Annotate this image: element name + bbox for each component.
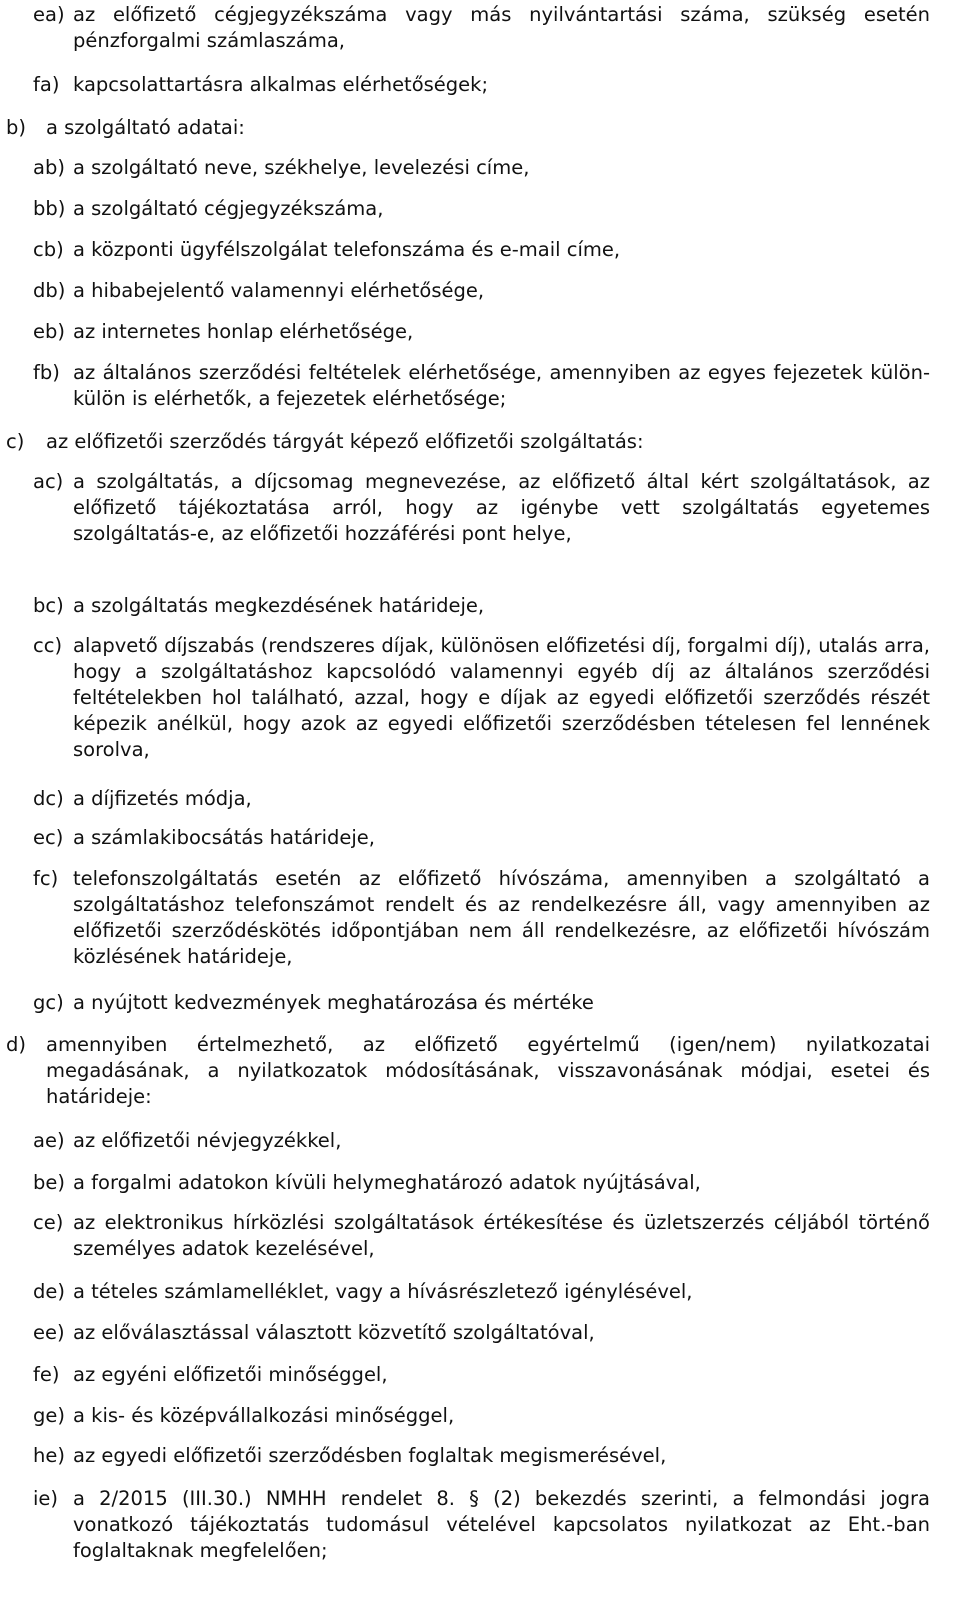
list-item-ge: [33, 1403, 930, 1429]
item-label: ec): [33, 826, 64, 849]
list-item-be: [33, 1170, 930, 1196]
item-text: a szolgáltató cégjegyzékszáma,: [73, 197, 384, 220]
list-item-bc: [33, 593, 930, 619]
item-label: fa): [33, 73, 60, 96]
item-text: az előfizetői szerződés tárgyát képező előfizetői szolgáltatás:: [46, 430, 644, 453]
item-text: a szolgáltató neve, székhelye, levelezési címe,: [73, 156, 530, 179]
item-text: az általános szerződési feltételek elérhetősége, amennyiben az egyes fejezetek külön-külön is elérhetők, a fejezetek elérhetősége;: [73, 361, 930, 410]
item-text: a számlakibocsátás határideje,: [73, 826, 375, 849]
list-item-fe: [33, 1362, 930, 1388]
list-item-de: [33, 1279, 930, 1305]
list-item-ce: [33, 1210, 930, 1262]
item-text: a szolgáltatás megkezdésének határideje,: [73, 594, 485, 617]
list-item-b: [6, 115, 930, 141]
item-label: ge): [33, 1404, 65, 1427]
item-text: a központi ügyfélszolgálat telefonszáma és e-mail címe,: [73, 238, 621, 261]
list-item-dc: [33, 786, 930, 812]
list-item-cb: [33, 237, 930, 263]
list-item-ac: [33, 469, 930, 547]
list-item-ab: [33, 155, 930, 181]
item-label: he): [33, 1444, 65, 1467]
item-label: be): [33, 1171, 65, 1194]
item-text: a szolgáltatás, a díjcsomag megnevezése, az előfizető által kért szolgáltatások, az előfizető tájékoztatása arról, hogy az igénybe vett szolgáltatás egyetemes szolgáltatás-e, az előfizetői hozzáférési pont helye,: [73, 470, 930, 545]
item-label: gc): [33, 991, 64, 1014]
item-text: a 2/2015 (III.30.) NMHH rendelet 8. § (2) bekezdés szerinti, a felmondási jogra vonatkozó tájékoztatás tudomásul vételével kapcsolatos nyilatkozat az Eht.-ban foglaltaknak megfelelően;: [73, 1487, 930, 1562]
list-item-fa: [33, 72, 930, 98]
list-item-bb: [33, 196, 930, 222]
list-item-eb: [33, 319, 930, 345]
item-label: cb): [33, 238, 64, 261]
item-label: fe): [33, 1363, 60, 1386]
list-item-ee: [33, 1320, 930, 1346]
item-label: cc): [33, 634, 63, 657]
list-item-c: [6, 429, 930, 455]
item-text: alapvető díjszabás (rendszeres díjak, különösen előfizetési díj, forgalmi díj), utalás arra, hogy a szolgáltatáshoz kapcsolódó valamennyi egyéb díj az általános szerződési feltételekben hol található, azzal, hogy e díjak az egyedi előfizetői szerződés részét képezik anélkül, hogy azok az egyedi előfizetői szerződésben tételesen fel lennének sorolva,: [73, 634, 930, 761]
item-label: eb): [33, 320, 65, 343]
item-text: a szolgáltató adatai:: [46, 116, 245, 139]
item-text: kapcsolattartásra alkalmas elérhetőségek;: [73, 73, 489, 96]
list-item-he: [33, 1443, 930, 1469]
item-label: bc): [33, 594, 64, 617]
list-item-fb: [33, 360, 930, 412]
item-label: bb): [33, 197, 66, 220]
item-label: ea): [33, 3, 65, 26]
item-text: a nyújtott kedvezmények meghatározása és mértéke: [73, 991, 594, 1014]
item-label: de): [33, 1280, 65, 1303]
item-label: ee): [33, 1321, 65, 1344]
item-label: ac): [33, 470, 64, 493]
item-text: a kis- és középvállalkozási minőséggel,: [73, 1404, 455, 1427]
item-text: a díjfizetés módja,: [73, 787, 252, 810]
item-label: c): [6, 430, 25, 453]
item-label: ab): [33, 156, 65, 179]
item-text: az előfizetői névjegyzékkel,: [73, 1129, 342, 1152]
list-item-fc: [33, 866, 930, 970]
list-item-ie: [33, 1486, 930, 1564]
list-item-db: [33, 278, 930, 304]
item-text: az előfizető cégjegyzékszáma vagy más nyilvántartási száma, szükség esetén pénzforgalmi számlaszáma,: [73, 3, 930, 52]
item-label: ie): [33, 1487, 59, 1510]
item-text: az egyedi előfizetői szerződésben foglaltak megismerésével,: [73, 1444, 667, 1467]
list-item-d: [6, 1032, 930, 1110]
list-item-cc: [33, 633, 930, 763]
item-label: dc): [33, 787, 64, 810]
item-label: b): [6, 116, 26, 139]
item-text: telefonszolgáltatás esetén az előfizető hívószáma, amennyiben a szolgáltató a szolgáltatáshoz telefonszámot rendelt és az rendelkezésre áll, vagy amennyiben az előfizetői szerződéskötés időpontjában nem áll rendelkezésre, az előfizetői hívószám közlésének határideje,: [73, 867, 930, 968]
item-text: az egyéni előfizetői minőséggel,: [73, 1363, 388, 1386]
item-text: a hibabejelentő valamennyi elérhetősége,: [73, 279, 485, 302]
item-text: az internetes honlap elérhetősége,: [73, 320, 414, 343]
item-label: ae): [33, 1129, 65, 1152]
list-item-ec: [33, 825, 930, 851]
item-text: az elektronikus hírközlési szolgáltatások értékesítése és üzletszerzés céljából történő személyes adatok kezelésével,: [73, 1211, 930, 1260]
item-text: a tételes számlamelléklet, vagy a hívásrészletező igénylésével,: [73, 1280, 693, 1303]
list-item-gc: [33, 990, 930, 1016]
item-text: a forgalmi adatokon kívüli helymeghatározó adatok nyújtásával,: [73, 1171, 701, 1194]
list-item-ea: [33, 2, 930, 54]
item-label: d): [6, 1033, 26, 1056]
list-item-ae: [33, 1128, 930, 1154]
item-label: db): [33, 279, 66, 302]
item-label: ce): [33, 1211, 64, 1234]
item-label: fb): [33, 361, 60, 384]
item-label: fc): [33, 867, 59, 890]
item-text: amennyiben értelmezhető, az előfizető egyértelmű (igen/nem) nyilatkozatai megadásának, a nyilatkozatok módosításának, visszavonásának módjai, esetei és határideje:: [46, 1033, 930, 1108]
item-text: az előválasztással választott közvetítő szolgáltatóval,: [73, 1321, 595, 1344]
